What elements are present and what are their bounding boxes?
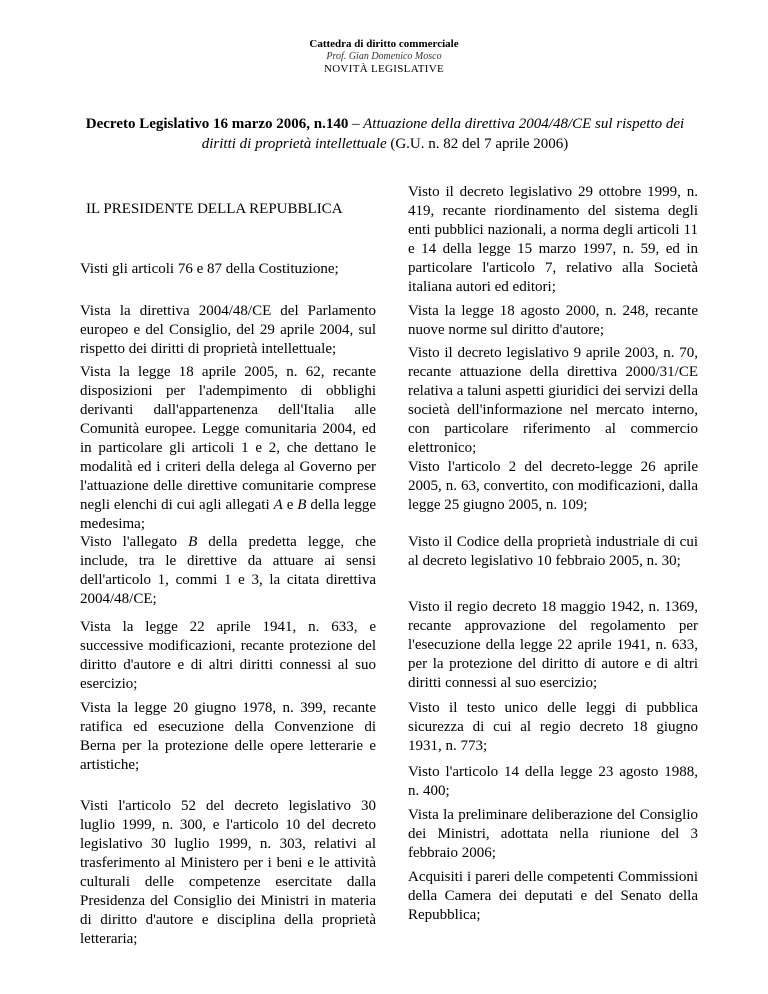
decree-subject: Attuazione della direttiva 2004/48/CE sul rispetto dei diritti di proprietà intellettuale [201,116,685,152]
president-heading: IL PRESIDENTE DELLA REPUBBLICA [86,201,343,217]
left-paragraph-7: Visti l'articolo 52 del decreto legislativo 30 luglio 1999, n. 300, e l'articolo 10 del decreto legislativo 30 luglio 1999, n. 303, relativi al trasferimento al Ministero per i beni e le attività culturali delle competenze esercitate dalla Presidenza del Consiglio dei Ministri in materia di diritto d'autore e disciplina della proprietà letteraria; [80,798,376,947]
right-paragraph-8: Visto l'articolo 14 della legge 23 agosto 1988, n. 400; [408,764,698,799]
section-label: NOVITÀ LEGISLATIVE [324,63,444,75]
right-paragraph-5: Visto il Codice della proprietà industriale di cui al decreto legislativo 10 febbraio 2005, n. 30; [408,534,698,569]
right-paragraph-1: Visto il decreto legislativo 29 ottobre 1999, n. 419, recante riordinamento del sistema degli enti pubblici nazionali, a norma degli articoli 11 e 14 della legge 15 marzo 1997, n. 59, ed in particolare l'articolo 7, relativo alla Società italiana autori ed editori; [408,184,698,295]
right-paragraph-6: Visto il regio decreto 18 maggio 1942, n. 1369, recante approvazione del regolamento per l'esecuzione della legge 22 aprile 1941, n. 633, per la protezione del diritto di autore e di altri diritti connessi al suo esercizio; [408,599,698,691]
left-paragraph-4: Visto l'allegato B della predetta legge, che include, tra le direttive da attuare ai sensi dell'articolo 1, commi 1 e 3, la citata direttiva 2004/48/CE; [80,534,376,607]
decree-title [80,114,690,154]
professor-name: Prof. Gian Domenico Mosco [326,51,442,62]
left-paragraph-2: Vista la direttiva 2004/48/CE del Parlamento europeo e del Consiglio, del 29 aprile 2004, sul rispetto dei diritti di proprietà intellettuale; [80,303,376,357]
left-paragraph-3: Vista la legge 18 aprile 2005, n. 62, recante disposizioni per l'adempimento di obblighi derivanti dall'appartenenza dell'Italia alle Comunità europee. Legge comunitaria 2004, ed in particolare gli articoli 1 e 2, che dettano le modalità ed i criteri della delega al Governo per l'attuazione delle direttive comunitarie comprese negli elenchi di cui agli allegati A e B della legge medesima; [80,364,376,532]
left-paragraph-6: Vista la legge 20 giugno 1978, n. 399, recante ratifica ed esecuzione della Convenzione di Berna per la protezione delle opere letterarie e artistiche; [80,700,376,773]
left-paragraph-5: Vista la legge 22 aprile 1941, n. 633, e successive modificazioni, recante protezione del diritto d'autore e di altri diritti connessi al suo esercizio; [80,619,376,692]
right-paragraph-10: Acquisiti i pareri delle competenti Commissioni della Camera dei deputati e del Senato della Repubblica; [408,869,698,923]
right-paragraph-7: Visto il testo unico delle leggi di pubblica sicurezza di cui al regio decreto 18 giugno 1931, n. 773; [408,700,698,754]
document-header [0,38,768,76]
left-paragraph-1: Visti gli articoli 76 e 87 della Costituzione; [80,261,339,277]
decree-name: Decreto Legislativo 16 marzo 2006, n.140 [85,116,349,132]
right-paragraph-9: Vista la preliminare deliberazione del Consiglio dei Ministri, adottata nella riunione del 3 febbraio 2006; [408,807,698,861]
chair-name: Cattedra di diritto commerciale [309,38,459,50]
right-paragraph-4: Visto l'articolo 2 del decreto-legge 26 aprile 2005, n. 63, convertito, con modificazioni, dalla legge 25 giugno 2005, n. 109; [408,459,698,513]
right-paragraph-2: Vista la legge 18 agosto 2000, n. 248, recante nuove norme sul diritto d'autore; [408,303,698,338]
right-paragraph-3: Visto il decreto legislativo 9 aprile 2003, n. 70, recante attuazione della direttiva 2000/31/CE relativa a taluni aspetti giuridici dei servizi della società dell'informazione nel mercato interno, con particolare riferimento al commercio elettronico; [408,345,698,456]
title-dash: – [348,116,364,132]
gazette-reference: (G.U. n. 82 del 7 aprile 2006) [386,136,569,152]
